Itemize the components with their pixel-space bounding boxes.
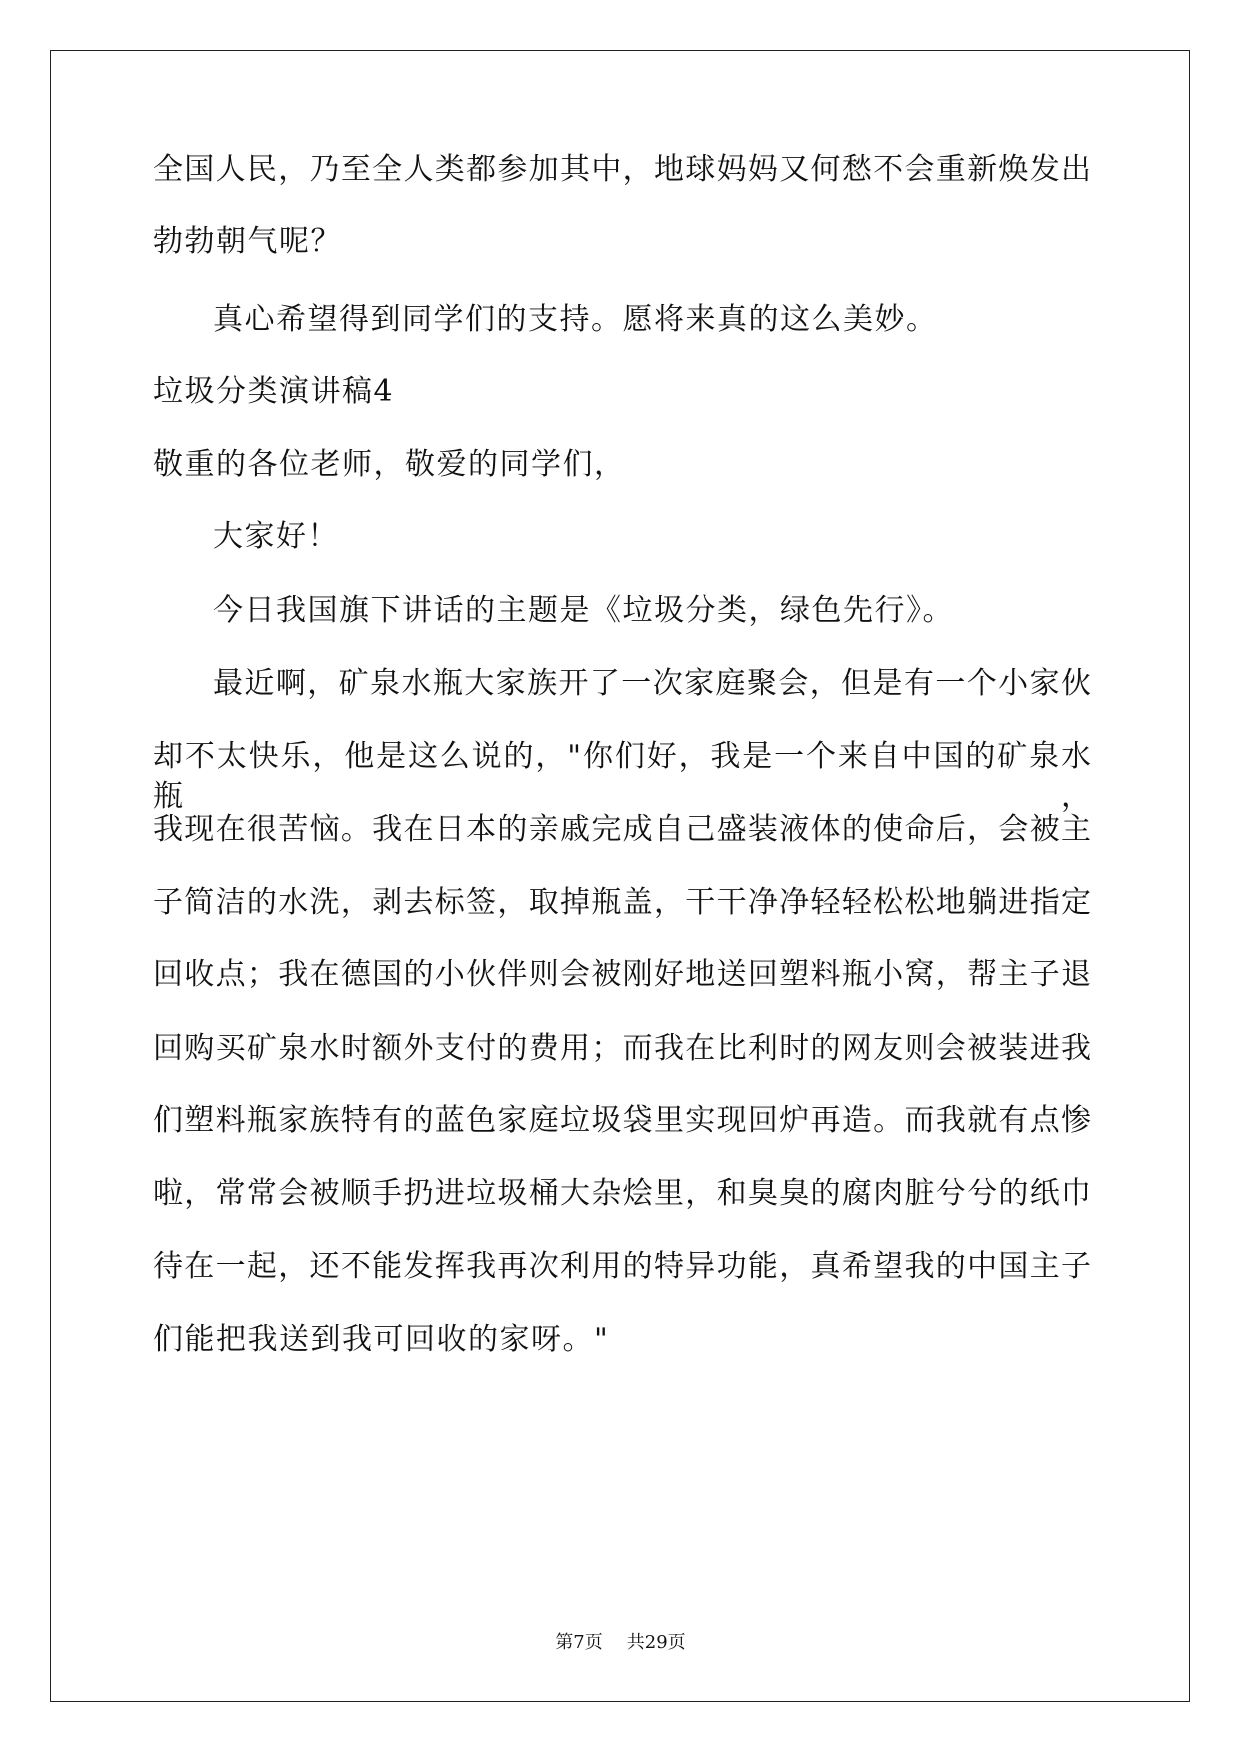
- paragraph-line: 我现在很苦恼。我在日本的亲戚完成自己盛装液体的使命后，会被主: [153, 812, 1091, 847]
- paragraph-line: 最近啊，矿泉水瓶大家族开了一次家庭聚会，但是有一个小家伙: [213, 666, 1091, 701]
- section-heading: 垃圾分类演讲稿4: [153, 374, 395, 409]
- paragraph-line: 今日我国旗下讲话的主题是《垃圾分类，绿色先行》。: [213, 593, 954, 628]
- paragraph-line: 全国人民，乃至全人类都参加其中，地球妈妈又何愁不会重新焕发出: [153, 152, 1091, 187]
- paragraph-line: 啦，常常会被顺手扔进垃圾桶大杂烩里，和臭臭的腐肉脏兮兮的纸巾: [153, 1176, 1091, 1211]
- page-number: 第7页: [555, 1632, 603, 1653]
- paragraph-line: 们能把我送到我可回收的家呀。": [153, 1322, 610, 1357]
- salutation: 敬重的各位老师，敬爱的同学们，: [153, 447, 626, 482]
- paragraph-line: 回购买矿泉水时额外支付的费用；而我在比利时的网友则会被装进我: [153, 1031, 1091, 1066]
- paragraph-line: 真心希望得到同学们的支持。愿将来真的这么美妙。: [213, 302, 938, 337]
- paragraph-line: 勃勃朝气呢？: [153, 224, 342, 259]
- page-border: [50, 50, 1190, 1702]
- paragraph-line: 却不太快乐，他是这么说的，"你们好，我是一个来自中国的矿泉水瓶，: [153, 739, 1091, 814]
- paragraph-line: 回收点；我在德国的小伙伴则会被刚好地送回塑料瓶小窝，帮主子退: [153, 957, 1091, 992]
- paragraph-line: 子简洁的水洗，剥去标签，取掉瓶盖，干干净净轻轻松松地躺进指定: [153, 885, 1091, 920]
- paragraph-line: 们塑料瓶家族特有的蓝色家庭垃圾袋里实现回炉再造。而我就有点惨: [153, 1103, 1091, 1138]
- paragraph-line: 待在一起，还不能发挥我再次利用的特异功能，真希望我的中国主子: [153, 1249, 1091, 1284]
- greeting: 大家好！: [213, 519, 339, 554]
- page-footer: [0, 1631, 1241, 1655]
- page-total: 共29页: [626, 1632, 686, 1653]
